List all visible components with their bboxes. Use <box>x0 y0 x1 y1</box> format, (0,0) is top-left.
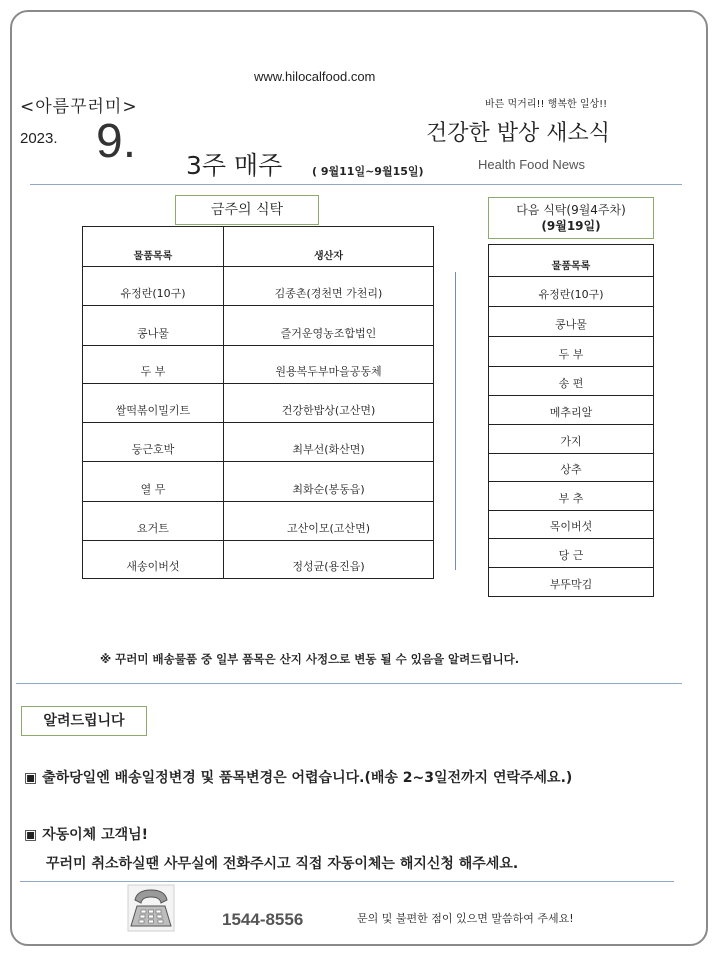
next-week-label-line2: (9월19일) <box>541 219 601 233</box>
producer-cell: 고산이모(고산면) <box>224 502 434 541</box>
table-row <box>83 462 434 502</box>
item-cell: 요거트 <box>83 502 224 541</box>
table-row <box>83 423 434 462</box>
table-row <box>83 267 434 306</box>
producer-cell: 김종촌(경천면 가천리) <box>224 267 434 306</box>
list-item <box>489 454 654 482</box>
producer-cell: 즐거운영농조합법인 <box>224 306 434 346</box>
item-cell: 가지 <box>489 425 654 454</box>
item-cell: 열 무 <box>83 462 224 502</box>
announcement-autopay-title: ▣ 자동이체 고객님! <box>24 827 149 843</box>
item-cell: 유정란(10구) <box>83 267 224 306</box>
this-week-label: 금주의 식탁 <box>175 195 319 225</box>
item-cell: 새송이버섯 <box>83 541 224 579</box>
item-cell: 유정란(10구) <box>489 277 654 307</box>
footer-divider <box>20 881 674 882</box>
announcement-autopay-body: 꾸러미 취소하실땐 사무실에 전화주시고 직접 자동이체는 해지신청 해주세요. <box>46 856 519 872</box>
year: 2023. <box>20 130 58 147</box>
item-cell: 상추 <box>489 454 654 482</box>
header-divider <box>30 184 682 185</box>
next-week-table <box>488 244 654 597</box>
list-item <box>489 425 654 454</box>
this-week-table <box>82 226 434 579</box>
next-week-label <box>488 197 654 239</box>
table-header-row <box>83 227 434 267</box>
item-cell: 콩나물 <box>83 306 224 346</box>
next-week-label-line1: 다음 식탁(9월4주차) <box>516 203 626 217</box>
newsletter-subtitle: Health Food News <box>478 157 585 172</box>
item-cell: 당 근 <box>489 539 654 568</box>
table-row <box>83 541 434 579</box>
item-cell: 부 추 <box>489 482 654 511</box>
item-cell: 콩나물 <box>489 307 654 337</box>
list-item <box>489 337 654 367</box>
website-url[interactable]: www.hilocalfood.com <box>254 69 376 84</box>
section-divider <box>16 683 682 684</box>
week-label: 3주 매주 <box>186 151 283 180</box>
item-cell: 목이버섯 <box>489 511 654 539</box>
table-row <box>83 384 434 423</box>
contact-message: 문의 및 불편한 점이 있으면 말씀하여 주세요! <box>357 912 574 925</box>
item-cell: 메추리알 <box>489 396 654 425</box>
table-header-row <box>489 245 654 277</box>
producer-cell: 원용복두부마을공동체 <box>224 346 434 384</box>
table-row <box>83 306 434 346</box>
list-item <box>489 539 654 568</box>
item-cell: 두 부 <box>83 346 224 384</box>
item-cell: 두 부 <box>489 337 654 367</box>
substitution-notice: ※ 꾸러미 배송물품 중 일부 품목은 산지 사정으로 변동 될 수 있음을 알려드립니다. <box>100 652 520 666</box>
month: 9. <box>96 115 137 168</box>
telephone-icon <box>127 884 175 932</box>
list-item <box>489 396 654 425</box>
item-cell: 부뚜막김 <box>489 568 654 597</box>
slogan: 바른 먹거리!! 행복한 일상!! <box>485 99 608 110</box>
producer-cell: 정성균(용진읍) <box>224 541 434 579</box>
announcement-delivery: ▣ 출하당일엔 배송일정변경 및 품목변경은 어렵습니다.(배송 2~3일전까지 연락주세요.) <box>24 770 573 786</box>
phone-number[interactable]: 1544-8556 <box>222 910 304 929</box>
column-header-items: 물품목록 <box>489 245 654 277</box>
item-cell: 쌀떡볶이밀키트 <box>83 384 224 423</box>
date-range: ( 9월11일~9월15일) <box>312 165 424 178</box>
newsletter-title: 건강한 밥상 새소식 <box>426 121 611 146</box>
brand-name: <아름꾸러미> <box>20 97 138 117</box>
table-row <box>83 346 434 384</box>
column-header-producer: 생산자 <box>224 227 434 267</box>
producer-cell: 건강한밥상(고산면) <box>224 384 434 423</box>
list-item <box>489 511 654 539</box>
list-item <box>489 482 654 511</box>
item-cell: 둥근호박 <box>83 423 224 462</box>
column-divider <box>455 272 456 570</box>
producer-cell: 최화순(봉동읍) <box>224 462 434 502</box>
list-item <box>489 307 654 337</box>
table-row <box>83 502 434 541</box>
list-item <box>489 277 654 307</box>
list-item <box>489 367 654 396</box>
column-header-items: 물품목록 <box>83 227 224 267</box>
announcements-label: 알려드립니다 <box>21 706 147 736</box>
item-cell: 송 편 <box>489 367 654 396</box>
producer-cell: 최부선(화산면) <box>224 423 434 462</box>
list-item <box>489 568 654 597</box>
